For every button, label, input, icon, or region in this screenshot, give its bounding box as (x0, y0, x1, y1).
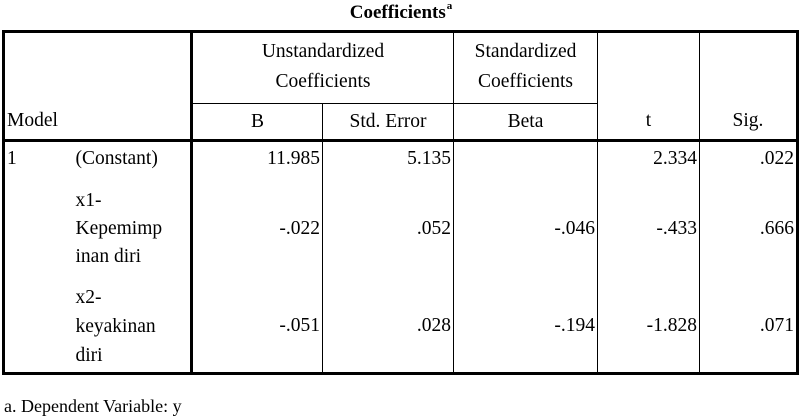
header-model: Model (4, 104, 192, 141)
title-text: Coefficients (349, 2, 446, 23)
header-standardized-line2: Coefficients (478, 71, 573, 92)
cell-sig: .666 (700, 177, 798, 281)
header-sig-spacer (700, 32, 798, 104)
cell-model: 1 (4, 141, 74, 177)
header-sig: Sig. (700, 104, 798, 141)
cell-b: 11.985 (192, 141, 323, 177)
header-std-error: Std. Error (323, 104, 454, 141)
variable-name-line: x1- (75, 189, 102, 211)
cell-beta (454, 141, 598, 177)
header-t: t (598, 104, 700, 141)
coefficients-table (2, 30, 799, 375)
header-b: B (192, 104, 323, 141)
cell-variable-name (74, 177, 192, 281)
cell-beta: -.194 (454, 281, 598, 374)
variable-name-line: Kepemimp (75, 217, 163, 239)
header-unstandardized (192, 32, 454, 104)
cell-model (4, 281, 74, 374)
header-t-spacer (598, 32, 700, 104)
header-beta: Beta (454, 104, 598, 141)
cell-std-error: .052 (323, 177, 454, 281)
header-standardized-line1: Standardized (474, 41, 577, 62)
cell-t: 2.334 (598, 141, 700, 177)
header-model-spacer (4, 32, 74, 104)
cell-t: -.433 (598, 177, 700, 281)
header-standardized (454, 32, 598, 104)
cell-model (4, 177, 74, 281)
table-row (4, 177, 798, 281)
header-unstandardized-line1: Unstandardized (261, 41, 385, 62)
cell-sig: .071 (700, 281, 798, 374)
cell-std-error: 5.135 (323, 141, 454, 177)
table-title (0, 2, 802, 24)
variable-name-line: keyakinan (75, 315, 156, 337)
variable-name-line: inan diri (75, 245, 142, 267)
cell-beta: -.046 (454, 177, 598, 281)
cell-b: -.051 (192, 281, 323, 374)
header-unstandardized-line2: Coefficients (275, 71, 371, 92)
table-footnote: a. Dependent Variable: y (4, 396, 182, 416)
variable-name-line: (Constant) (75, 148, 158, 170)
cell-sig: .022 (700, 141, 798, 177)
variable-name-line: x2- (75, 286, 102, 308)
table-row (4, 281, 798, 374)
title-superscript: a (446, 0, 453, 12)
cell-variable-name (74, 281, 192, 374)
cell-std-error: .028 (323, 281, 454, 374)
table-row (4, 141, 798, 177)
cell-b: -.022 (192, 177, 323, 281)
cell-t: -1.828 (598, 281, 700, 374)
cell-variable-name (74, 141, 192, 177)
variable-name-line: diri (75, 344, 103, 366)
header-name-spacer (74, 32, 192, 104)
